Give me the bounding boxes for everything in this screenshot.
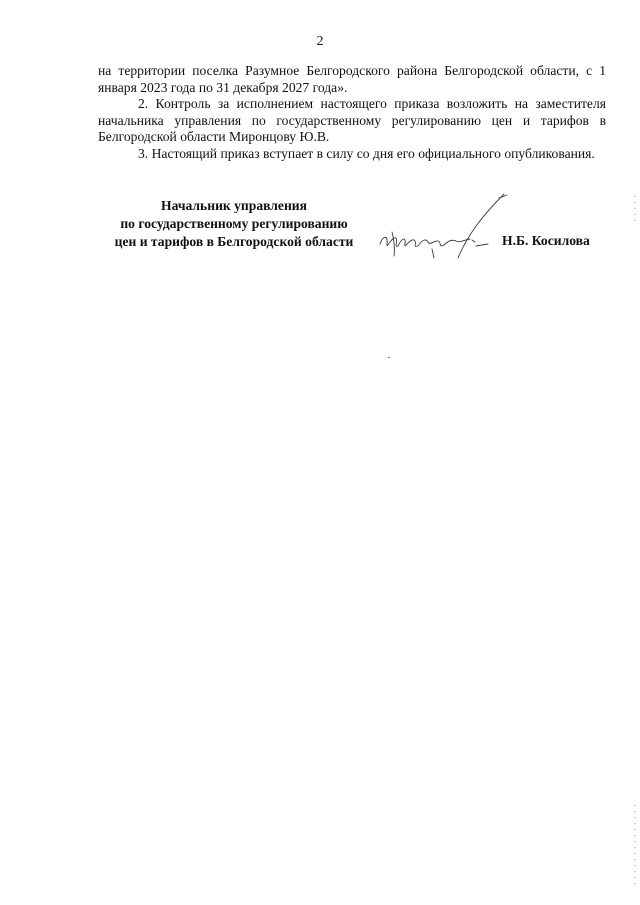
paragraph-control-clause: 2. Контроль за исполнением настоящего приказа возложить на заместителя начальника управления по государственному регулированию цен и тарифов в Белгородской области Миронцову Ю.В. bbox=[98, 96, 606, 144]
scan-artifact bbox=[388, 357, 390, 358]
signatory-title-line: цен и тарифов в Белгородской области bbox=[114, 234, 354, 249]
signer-name: Н.Б. Косилова bbox=[502, 233, 590, 248]
scan-edge-marks bbox=[634, 196, 636, 226]
signatory-title bbox=[100, 197, 368, 251]
signatory-title-line: по государственному регулированию bbox=[120, 216, 348, 231]
page-number: 2 bbox=[316, 34, 324, 49]
scan-edge-marks bbox=[634, 805, 636, 885]
handwritten-signature bbox=[372, 186, 512, 266]
paragraph-effective-date: 3. Настоящий приказ вступает в силу со дня его официального опубликования. bbox=[138, 145, 595, 161]
document-body bbox=[98, 63, 606, 162]
signatory-title-line: Начальник управления bbox=[161, 198, 307, 213]
paragraph-continuation: на территории поселка Разумное Белгородского района Белгородской области, с 1 января 2023 года по 31 декабря 2027 года». bbox=[98, 63, 606, 95]
